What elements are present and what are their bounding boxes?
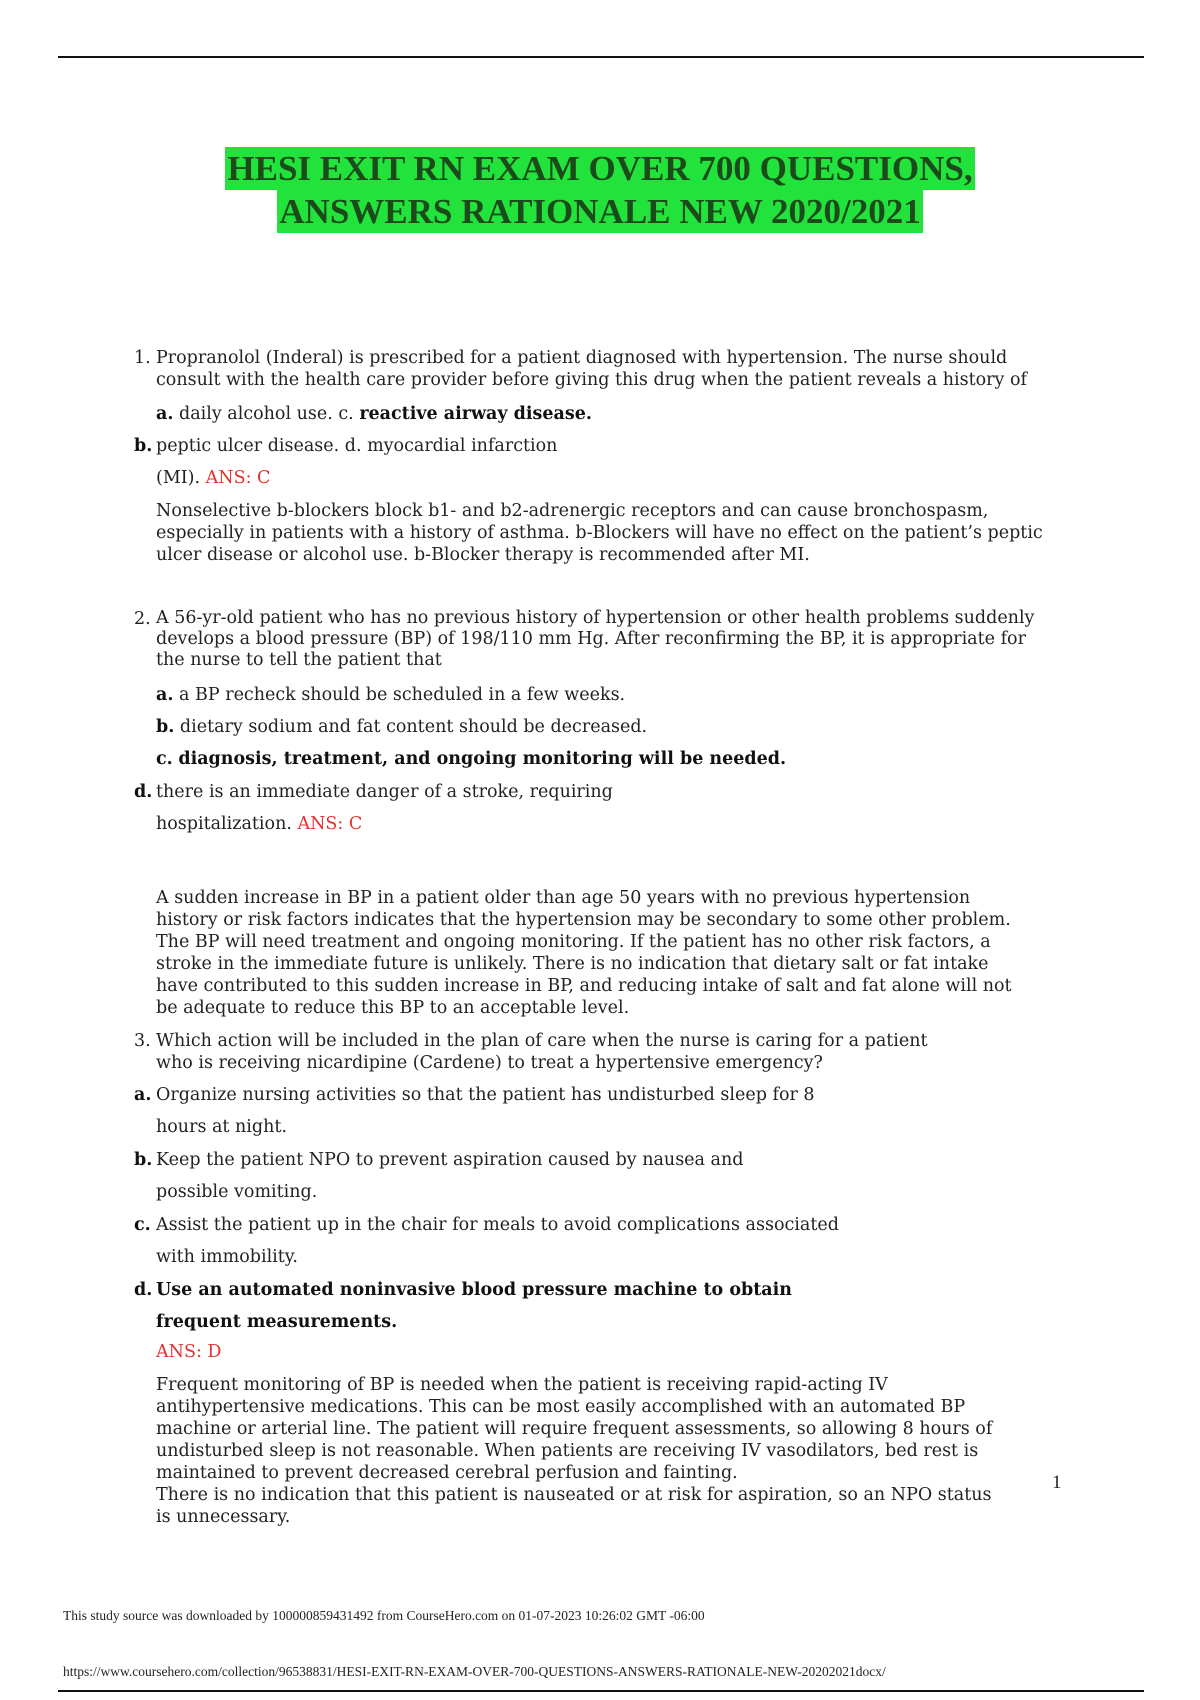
- q3-opt-b-cont: possible vomiting.: [156, 1182, 318, 1202]
- q2-option-c: [156, 748, 786, 770]
- q2-rationale: A sudden increase in BP in a patient older than age 50 years with no previous hypertension history or risk factors indicates that the hypertension may be secondary to some other problem. The BP will need treatment and ongoing monitoring. If the patient has no other risk factors, a stroke in the immediate future is unlikely. There is no indication that dietary salt or fat intake have contributed to this sudden increase in BP, and reducing intake of salt and fat alone will not be adequate to reduce this BP to an acceptable level.: [156, 888, 1012, 1018]
- q2-opt-d-cont-text: hospitalization.: [156, 814, 292, 834]
- bottom-rule: [58, 1690, 1144, 1692]
- q2-opt-b-text: dietary sodium and fat content should be decreased.: [179, 717, 648, 737]
- page-number: 1: [1052, 1472, 1062, 1493]
- q1-stem: Propranolol (Inderal) is prescribed for a patient diagnosed with hypertension. The nurse should consult with the health care provider before giving this drug when the patient reveals a history of: [156, 348, 1027, 390]
- q3-opt-c-text: Assist the patient up in the chair for meals to avoid complications associated: [156, 1215, 839, 1235]
- q3-opt-d-cont: frequent measurements.: [156, 1312, 398, 1332]
- q3-opt-d-text: Use an automated noninvasive blood pressure machine to obtain: [156, 1280, 793, 1300]
- q1-opt-c-text: reactive airway disease.: [359, 404, 592, 424]
- q1-number: 1.: [134, 348, 151, 368]
- q3-opt-b-label: b.: [134, 1150, 153, 1170]
- q3-rationale-2: There is no indication that this patient is nauseated or at risk for aspiration, so an NPO status is unnecessary.: [156, 1485, 992, 1527]
- q2-opt-d-text: there is an immediate danger of a stroke, requiring: [156, 782, 613, 802]
- q3-opt-b-text: Keep the patient NPO to prevent aspiration caused by nausea and: [156, 1150, 744, 1170]
- title-line-1: HESI EXIT RN EXAM OVER 700 QUESTIONS,: [227, 149, 973, 188]
- q1-opt-a-label: a.: [156, 404, 174, 424]
- q2-opt-b-label: b.: [156, 717, 175, 737]
- q2-opt-d-label: d.: [134, 782, 153, 802]
- q3-opt-c-cont: with immobility.: [156, 1247, 298, 1267]
- q2-opt-d-cont: [156, 813, 362, 835]
- q2-opt-a-label: a.: [156, 685, 174, 705]
- q3-opt-c-label: c.: [134, 1215, 151, 1235]
- q1-rationale: Nonselective b-blockers block b1- and b2-adrenergic receptors and can cause bronchospasm, especially in patients with a history of asthma. b-Blockers will have no effect on the patient’s peptic ulcer disease or alcohol use. b-Blocker therapy is recommended after MI.: [156, 501, 1043, 565]
- footer-url[interactable]: https://www.coursehero.com/collection/96538831/HESI-EXIT-RN-EXAM-OVER-700-QUESTIONS-ANSWERS-RATIONALE-NEW-20202021docx/: [63, 1664, 886, 1679]
- q1-opt-d-cont-text: (MI).: [156, 468, 201, 488]
- title-line-2: ANSWERS RATIONALE NEW 2020/2021: [279, 192, 921, 231]
- q2-opt-a-text: a BP recheck should be scheduled in a few weeks.: [179, 685, 626, 705]
- q3-stem: Which action will be included in the plan of care when the nurse is caring for a patient who is receiving nicardipine (Cardene) to treat a hypertensive emergency?: [156, 1031, 928, 1073]
- q1-opt-b-text: peptic ulcer disease. d. myocardial infarction: [156, 436, 558, 456]
- q2-option-b: [156, 716, 647, 738]
- q3-number: 3.: [134, 1031, 151, 1051]
- q2-stem: A 56-yr-old patient who has no previous history of hypertension or other health problems suddenly develops a blood pressure (BP) of 198/110 mm Hg. After reconfirming the BP, it is appropriate for the nurse to tell the patient that: [156, 608, 1035, 670]
- q2-answer: ANS: C: [297, 814, 363, 834]
- q3-rationale-1: Frequent monitoring of BP is needed when the patient is receiving rapid-acting IV antihypertensive medications. This can be most easily accomplished with an automated BP machine or arterial line. The patient will require frequent assessments, so allowing 8 hours of undisturbed sleep is not reasonable. When patients are receiving IV vasodilators, bed rest is maintained to prevent decreased cerebral perfusion and fainting.: [156, 1375, 993, 1483]
- q3-opt-a-cont: hours at night.: [156, 1117, 287, 1137]
- q3-opt-d-label: d.: [134, 1280, 153, 1300]
- q1-option-a: [156, 403, 592, 425]
- q1-opt-b-label: b.: [134, 436, 153, 456]
- q2-opt-c-label: c.: [156, 749, 173, 769]
- q1-opt-d-cont: [156, 467, 270, 489]
- footer-download-note: This study source was downloaded by 100000859431492 from CourseHero.com on 01-07-2023 10:26:02 GMT -06:00: [63, 1608, 705, 1623]
- q2-option-a: [156, 684, 625, 706]
- q3-opt-a-text: Organize nursing activities so that the patient has undisturbed sleep for 8: [156, 1085, 815, 1105]
- q3-answer: ANS: D: [156, 1342, 222, 1362]
- q1-answer: ANS: C: [205, 468, 271, 488]
- document-title: [0, 147, 1200, 233]
- q3-opt-a-label: a.: [134, 1085, 152, 1105]
- q2-number: 2.: [134, 609, 151, 629]
- q2-opt-c-text: diagnosis, treatment, and ongoing monitoring will be needed.: [178, 749, 787, 769]
- top-rule: [58, 56, 1144, 58]
- q1-opt-a-text: daily alcohol use. c.: [179, 404, 354, 424]
